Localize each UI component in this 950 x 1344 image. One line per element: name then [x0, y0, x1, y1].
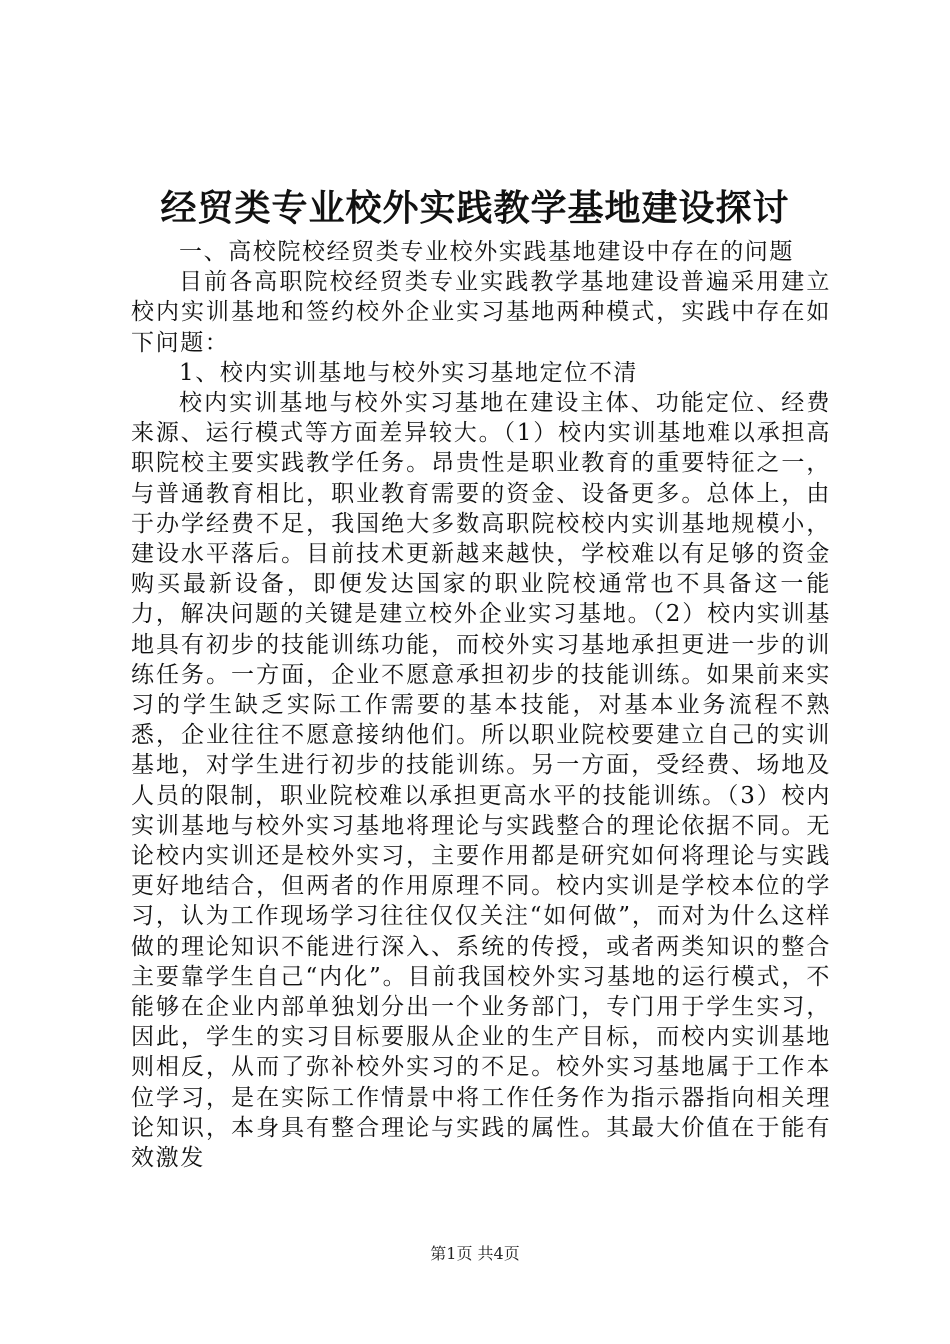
subsection-heading: 1、校内实训基地与校外实习基地定位不清	[179, 359, 639, 386]
paragraph: 校内实训基地与校外实习基地在建设主体、功能定位、经费来源、运行模式等方面差异较大。（1）校内实训基地难以承担高职院校主要实践教学任务。昂贵性是职业教育的重要特征之一，与普通教育相比，职业教育需要的资金、设备更多。总体上，由于办学经费不足，我国绝大多数高职院校校内实训基地规模小，建设水平落后。目前技术更新越来越快，学校难以有足够的资金购买最新设备，即便发达国家的职业院校通常也不具备这一能力，解决问题的关键是建立校外企业实习基地。（2）校内实训基地具有初步的技能训练功能，而校外实习基地承担更进一步的训练任务。一方面，企业不愿意承担初步的技能训练。如果前来实习的学生缺乏实际工作需要的基本技能，对基本业务流程不熟悉，企业往往不愿意接纳他们。所以职业院校要建立自己的实训基地，对学生进行初步的技能训练。另一方面，受经费、场地及人员的限制，职业院校难以承担更高水平的技能训练。（3）校内实训基地与校外实习基地将理论与实践整合的理论依据不同。无论校内实训还是校外实习，主要作用都是研究如何将理论与实践更好地结合，但两者的作用原理不同。校内实训是学校本位的学习，认为工作现场学习往往仅仅关注“如何做”，而对为什么这样做的理论知识不能进行深入、系统的传授，或者两类知识的整合主要靠学生自己“内化”。目前我国校外实习基地的运行模式，不能够在企业内部单独划分出一个业务部门，专门用于学生实习，因此，学生的实习目标要服从企业的生产目标，而校内实训基地则相反，从而了弥补校外实习的不足。校外实习基地属于工作本位学习，是在实际工作情景中将工作任务作为指示器指向相关理论知识，本身具有整合理论与实践的属性。其最大价值在于能有效激发	[131, 390, 831, 1172]
paragraph: 目前各高职院校经贸类专业实践教学基地建设普遍采用建立校内实训基地和签约校外企业实习基地两种模式，实践中存在如下问题：	[131, 269, 831, 356]
document-body	[131, 237, 831, 1173]
section-heading: 一、高校院校经贸类专业校外实践基地建设中存在的问题	[179, 239, 794, 265]
document-title: 经贸类专业校外实践教学基地建设探讨	[160, 188, 790, 229]
page-footer: 第1页 共4页	[430, 1244, 520, 1263]
